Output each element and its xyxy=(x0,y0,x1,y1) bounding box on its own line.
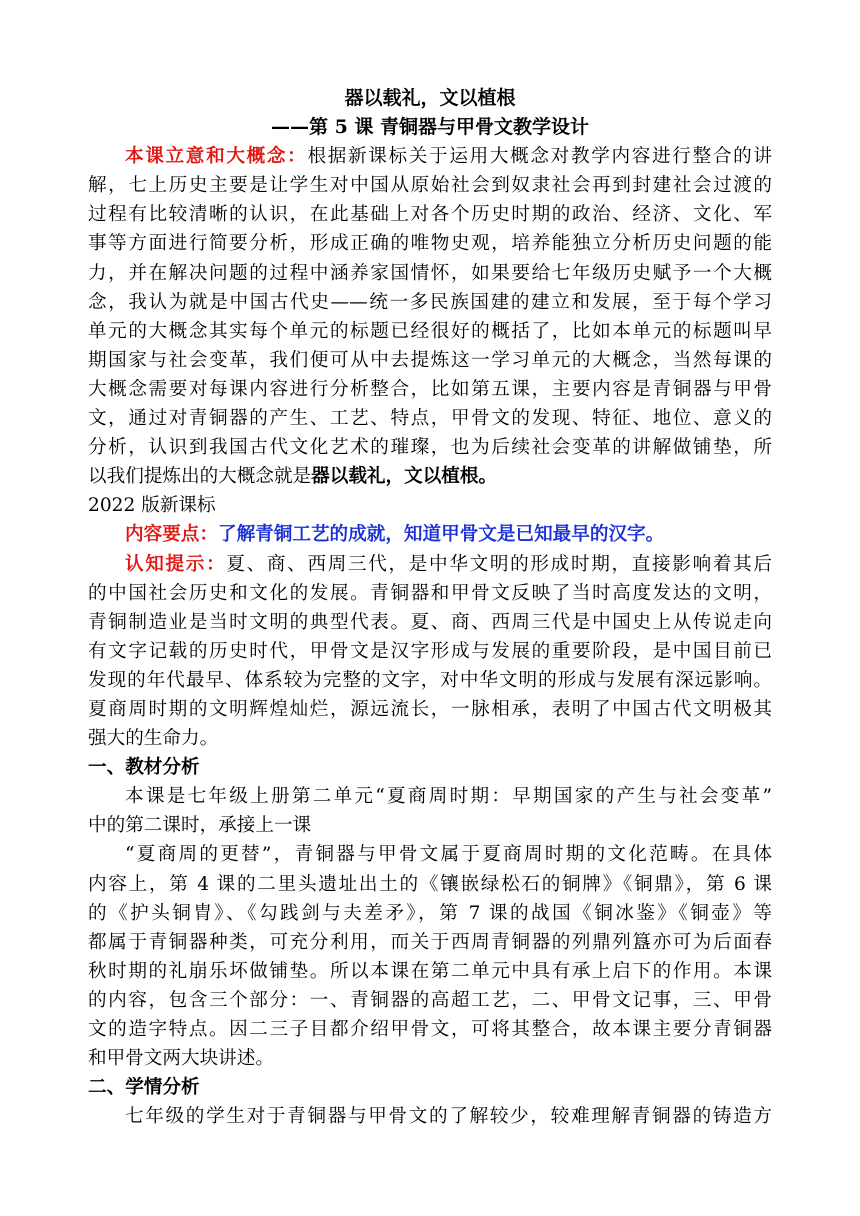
content-points-text: 了解青铜工艺的成就，知道甲骨文是已知最早的汉字。 xyxy=(217,524,665,546)
cognition-line: 夏商周时期的文明辉煌灿烂，源远流长，一脉相承，表明了中国古代文明极其 xyxy=(88,698,772,720)
section1-line: 内容上，第 4 课的二里头遗址出土的《镶嵌绿松石的铜牌》《铜鼎》，第 6 课 xyxy=(88,873,772,895)
section1-line: 都属于青铜器种类，可充分利用，而关于西周青铜器的列鼎列簋亦可为后面春 xyxy=(88,931,772,953)
intro-label: 本课立意和大概念： xyxy=(125,146,308,168)
section1-line: 文的造字特点。因二三子目都介绍甲骨文，可将其整合，故本课主要分青铜器 xyxy=(88,1019,772,1040)
section1-last-line: 和甲骨文两大块讲述。 xyxy=(88,1048,274,1070)
section1-second-first-line: “夏商周的更替”，青铜器与甲骨文属于夏商周时期的文化范畴。在具体 xyxy=(125,844,772,866)
document-subtitle: ——第 5 课 青铜器与甲骨文教学设计 xyxy=(270,116,590,139)
section1-paragraph xyxy=(88,870,772,1045)
section2-heading: 二、学情分析 xyxy=(88,1077,200,1099)
intro-line: 单元的大概念其实每个单元的标题已经很好的概括了，比如本单元的标题叫早 xyxy=(88,320,772,342)
intro-line: 期国家与社会变革，我们便可从中去提炼这一学习单元的大概念，当然每课的 xyxy=(88,349,772,371)
intro-line: 力，并在解决问题的过程中涵养家国情怀，如果要给七年级历史赋予一个大概 xyxy=(88,262,772,284)
intro-first-line xyxy=(88,142,772,171)
intro-paragraph xyxy=(88,171,772,462)
cognition-label: 认知提示： xyxy=(125,553,227,575)
intro-line: 解，七上历史主要是让学生对中国从原始社会到奴隶社会再到封建社会过渡的 xyxy=(88,175,772,197)
section1-line: 秋时期的礼崩乐坏做铺垫。所以本课在第二单元中具有承上启下的作用。本课 xyxy=(88,960,772,982)
intro-line: 念，我认为就是中国古代史——统一多民族国建的建立和发展，至于每个学习 xyxy=(88,291,772,313)
cognition-line: 发现的年代最早、体系较为完整的文字，对中华文明的形成与发展有深远影响。 xyxy=(88,669,772,691)
cognition-line: 的中国社会历史和文化的发展。青铜器和甲骨文反映了当时高度发达的文明， xyxy=(88,582,772,604)
content-points-label: 内容要点： xyxy=(125,524,218,546)
big-concept: 器以载礼，文以植根。 xyxy=(311,466,498,488)
section1-heading: 一、教材分析 xyxy=(88,757,200,779)
intro-first-text: 根据新课标关于运用大概念对教学内容进行整合的讲 xyxy=(307,146,772,168)
cognition-line: 有文字记载的历史时代，甲骨文是汉字形成与发展的重要阶段，是中国目前已 xyxy=(88,640,772,662)
cognition-paragraph xyxy=(88,579,772,724)
intro-line: 大概念需要对每课内容进行分析整合，比如第五课，主要内容是青铜器与甲骨 xyxy=(88,378,772,400)
standard-heading: 2022 版新课标 xyxy=(88,495,216,517)
document-title: 器以载礼，文以植根 xyxy=(344,87,516,109)
intro-last-text: 以我们提炼出的大概念就是 xyxy=(88,466,312,488)
section1-first-line: 本课是七年级上册第二单元“夏商周时期：早期国家的产生与社会变革” xyxy=(125,786,772,808)
section1-line: 的《护头铜胄》、《勾践剑与夫差矛》，第 7 课的战国《铜冰鉴》《铜壶》等 xyxy=(88,902,772,924)
intro-line: 文，通过对青铜器的产生、工艺、特点，甲骨文的发现、特征、地位、意义的 xyxy=(88,408,772,430)
cognition-line: 青铜制造业是当时文明的典型代表。夏、商、西周三代是中国史上从传说走向 xyxy=(88,611,772,633)
cognition-first-line xyxy=(88,550,772,579)
section2-first-line: 七年级的学生对于青铜器与甲骨文的了解较少，较难理解青铜器的铸造方 xyxy=(125,1106,772,1128)
document-page xyxy=(88,84,772,1131)
cognition-first-text: 夏、商、西周三代，是中华文明的形成时期，直接影响着其后 xyxy=(226,553,772,575)
intro-line: 过程有比较清晰的认识，在此基础上对各个历史时期的政治、经济、文化、军 xyxy=(88,204,772,226)
intro-line: 分析，认识到我国古代文化艺术的璀璨，也为后续社会变革的讲解做铺垫，所 xyxy=(88,437,772,459)
section1-first-tail: 中的第二课时，承接上一课 xyxy=(88,815,312,837)
section1-line: 的内容，包含三个部分：一、青铜器的高超工艺，二、甲骨文记事，三、甲骨 xyxy=(88,989,772,1011)
intro-last-line xyxy=(88,462,772,491)
content-points-line xyxy=(88,520,772,549)
intro-line: 事等方面进行简要分析，形成正确的唯物史观，培养能独立分析历史问题的能 xyxy=(88,233,772,255)
cognition-last-line: 强大的生命力。 xyxy=(88,728,219,750)
